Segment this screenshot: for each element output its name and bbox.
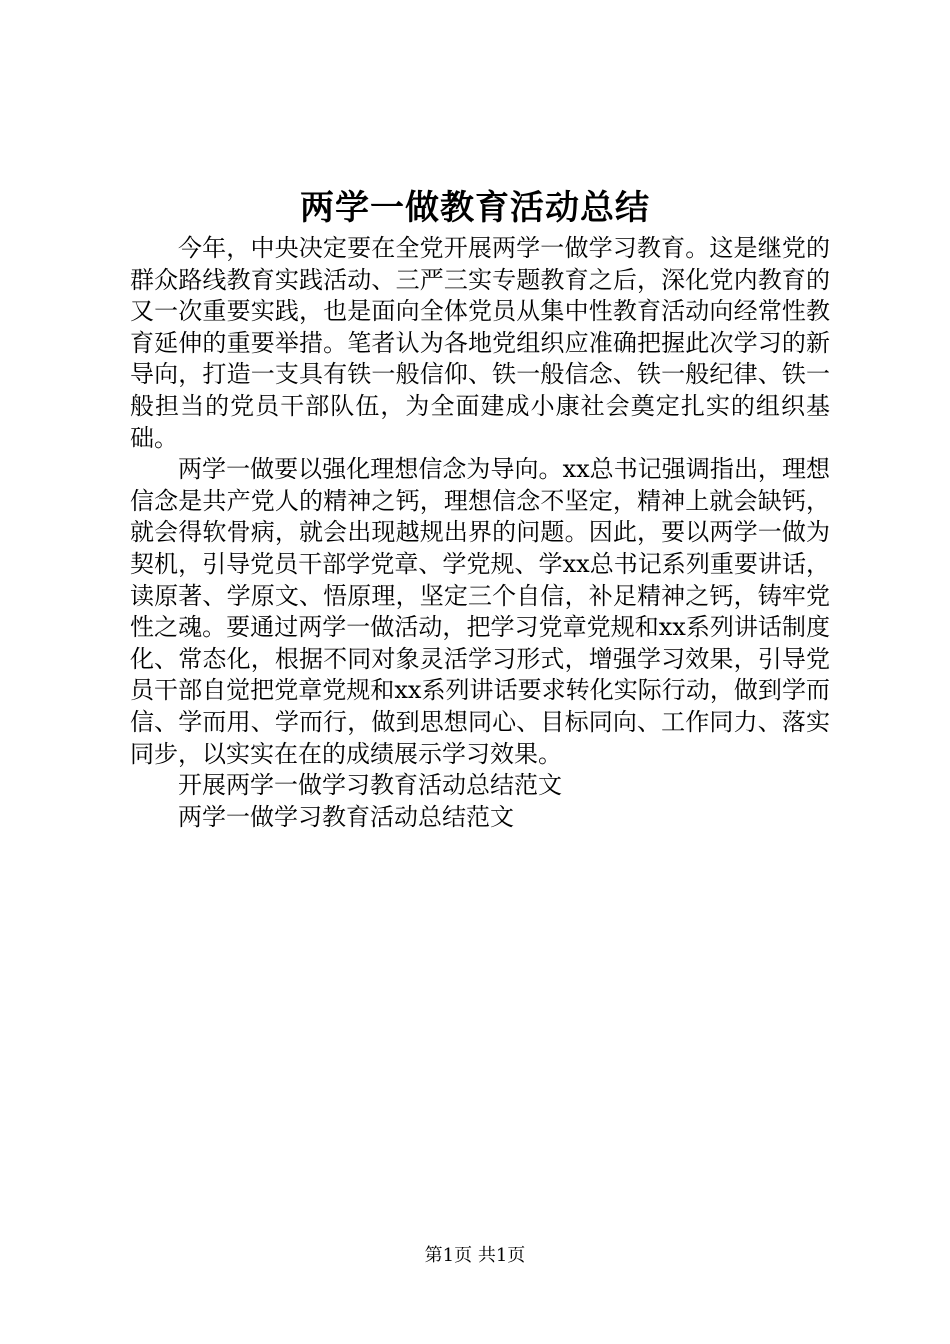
paragraph-1: 今年，中央决定要在全党开展两学一做学习教育。这是继党的群众路线教育实践活动、三严三实专题教育之后，深化党内教育的又一次重要实践，也是面向全体党员从集中性教育活动向经常性教育延伸的重要举措。笔者认为各地党组织应准确把握此次学习的新导向，打造一支具有铁一般信仰、铁一般信念、铁一般纪律、铁一般担当的党员干部队伍，为全面建成小康社会奠定扎实的组织基础。 (130, 234, 830, 452)
document-title: 两学一做教育活动总结 (300, 188, 650, 228)
page-number: 第1页 共1页 (424, 1245, 526, 1266)
paragraph-2: 两学一做要以强化理想信念为导向。xx总书记强调指出，理想信念是共产党人的精神之钙，理想信念不坚定，精神上就会缺钙，就会得软骨病，就会出现越规出界的问题。因此，要以两学一做为契机，引导党员干部学党章、学党规、学xx总书记系列重要讲话，读原著、学原文、悟原理，坚定三个自信，补足精神之钙，铸牢党性之魂。要通过两学一做活动，把学习党章党规和xx系列讲话制度化、常态化，根据不同对象灵活学习形式，增强学习效果，引导党员干部自觉把党章党规和xx系列讲话要求转化实际行动，做到学而信、学而用、学而行，做到思想同心、目标同向、工作同力、落实同步，以实实在在的成绩展示学习效果。 (130, 455, 830, 768)
document-body (130, 233, 830, 833)
related-article-1: 开展两学一做学习教育活动总结范文 (178, 771, 562, 800)
related-article-2: 两学一做学习教育活动总结范文 (178, 802, 514, 831)
